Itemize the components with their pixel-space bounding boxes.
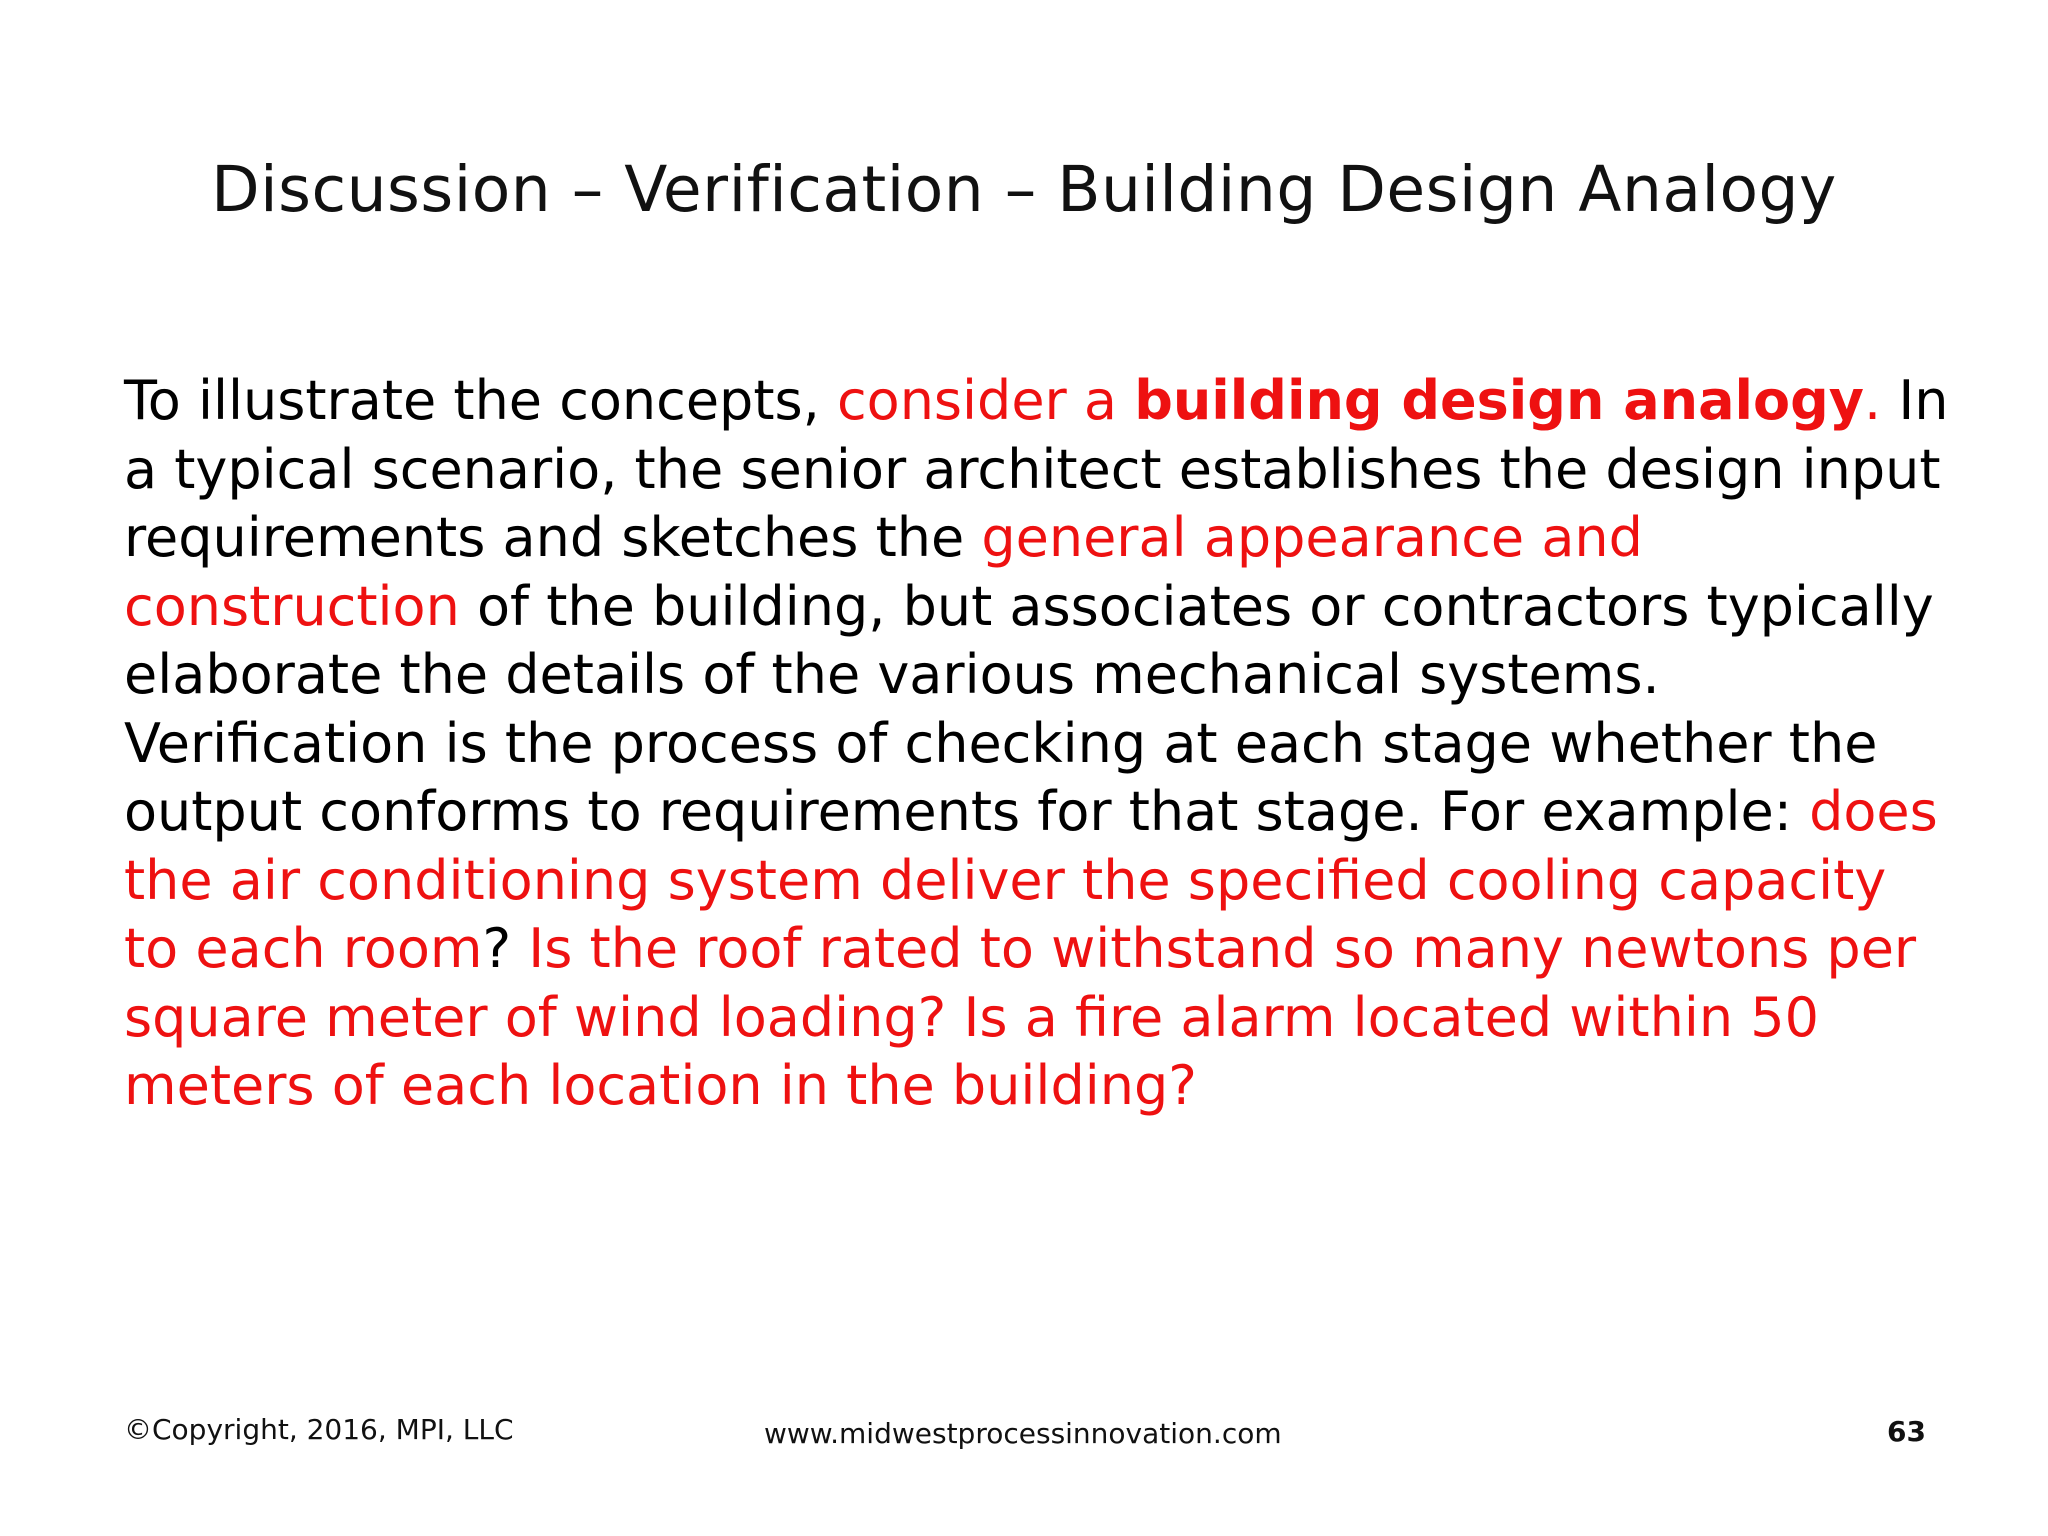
body-text: To illustrate the concepts, [124,369,837,432]
slide-title: Discussion – Verification – Building Design Analogy [211,153,1837,226]
body-highlight: consider a [836,369,1135,432]
body-text: ? [482,917,529,980]
slide-body [124,367,1954,1121]
body-text: of the building, but associates or contractors typically elaborate the details of the various mechanical systems. Verification is the process of checking at each stage whether the output conforms to requirements for that stage. For example: [124,574,1934,843]
page-number: 63 [1887,1415,1926,1448]
body-highlight: general appearance and construction [124,506,1643,638]
footer-url: www.midwestprocessinnovation.com [764,1417,1282,1450]
body-text: In a typical scenario, the senior architect establishes the design input requirements and sketches the [124,369,1949,569]
footer-copyright: ©Copyright, 2016, MPI, LLC [124,1413,514,1446]
body-highlight: Is the roof rated to withstand so many newtons per square meter of wind loading? Is a fire alarm located within 50 meters of each location in the building? [124,917,1917,1117]
body-highlight-bold: building design analogy [1134,369,1864,432]
body-highlight: . [1863,369,1882,432]
body-highlight: does the air conditioning system deliver the specified cooling capacity to each room [124,780,1938,980]
